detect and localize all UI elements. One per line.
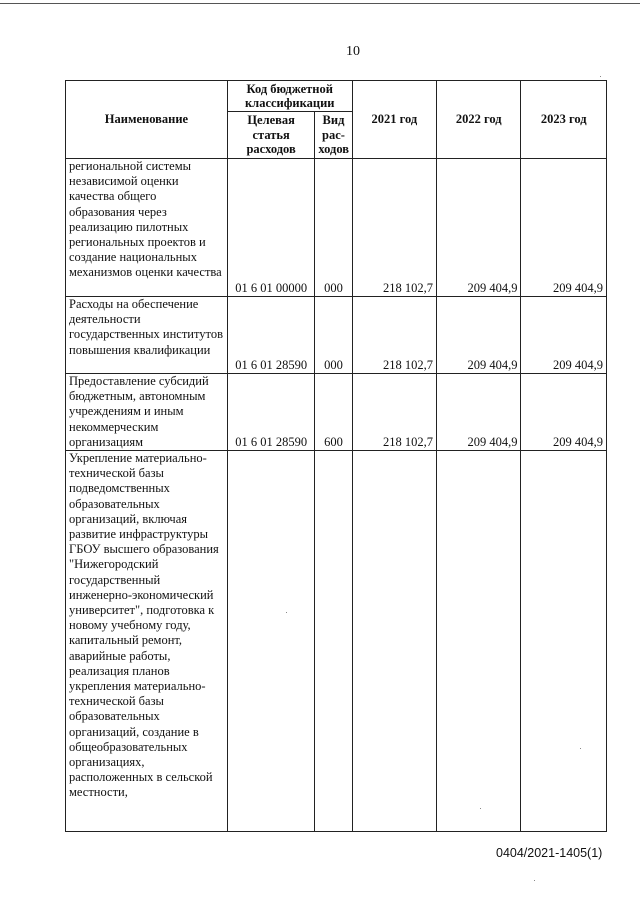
table-row bbox=[66, 159, 607, 297]
table-row bbox=[66, 451, 607, 832]
row-target-article: 01 6 01 28590 bbox=[227, 374, 314, 451]
row-value-2021: 218 102,7 bbox=[352, 159, 436, 297]
row-name: Предоставление субсидий бюджетным, автономным учреждениям и иным некоммерческим организациям bbox=[66, 374, 228, 451]
row-value-2021 bbox=[352, 451, 436, 832]
page-number: 10 bbox=[346, 44, 360, 59]
scan-speck bbox=[286, 612, 287, 613]
top-scan-rule bbox=[0, 3, 640, 4]
header-name: Наименование bbox=[66, 81, 228, 159]
row-expense-kind: 600 bbox=[315, 374, 352, 451]
row-value-2022: 209 404,9 bbox=[437, 297, 521, 374]
header-budget-code-group: Код бюджетной классификации bbox=[227, 81, 352, 112]
header-year-2023: 2023 год bbox=[521, 81, 607, 159]
row-name: Расходы на обеспечение деятельности государственных институтов повышения квалификации bbox=[66, 297, 228, 374]
header-row-top bbox=[66, 81, 607, 112]
header-year-2022: 2022 год bbox=[437, 81, 521, 159]
row-value-2021: 218 102,7 bbox=[352, 374, 436, 451]
header-expense-kind: Вид рас-ходов bbox=[315, 112, 352, 159]
row-name: региональной системы независимой оценки качества общего образования через реализацию пилотных региональных проектов и создание национальных механизмов оценки качества bbox=[66, 159, 228, 297]
row-target-article: 01 6 01 00000 bbox=[227, 159, 314, 297]
row-value-2023: 209 404,9 bbox=[521, 159, 607, 297]
budget-table bbox=[65, 80, 607, 832]
row-value-2023: 209 404,9 bbox=[521, 374, 607, 451]
row-target-article bbox=[227, 451, 314, 832]
header-year-2021: 2021 год bbox=[352, 81, 436, 159]
header-target-article: Целевая статья расходов bbox=[227, 112, 314, 159]
row-value-2023: 209 404,9 bbox=[521, 297, 607, 374]
table-row bbox=[66, 297, 607, 374]
row-value-2023 bbox=[521, 451, 607, 832]
row-value-2022 bbox=[437, 451, 521, 832]
scan-speck bbox=[534, 880, 535, 881]
scan-speck bbox=[480, 808, 481, 809]
scan-speck bbox=[600, 76, 601, 77]
row-expense-kind bbox=[315, 451, 352, 832]
row-value-2021: 218 102,7 bbox=[352, 297, 436, 374]
table-row bbox=[66, 374, 607, 451]
row-value-2022: 209 404,9 bbox=[437, 374, 521, 451]
row-name: Укрепление материально-технической базы подведомственных образовательных организаций, включая развитие инфраструктуры ГБОУ высшего образования "Нижегородский государственный инженерно-экономический университет", подготовка к новому учебному году, капитальный ремонт, аварийные работы, реализация планов укрепления материально-технической базы образовательных организаций, создание в общеобразовательных организациях, расположенных в сельской местности, bbox=[66, 451, 228, 832]
row-expense-kind: 000 bbox=[315, 159, 352, 297]
row-target-article: 01 6 01 28590 bbox=[227, 297, 314, 374]
scan-speck bbox=[580, 748, 581, 749]
document-code: 0404/2021-1405(1) bbox=[496, 846, 603, 860]
row-value-2022: 209 404,9 bbox=[437, 159, 521, 297]
row-expense-kind: 000 bbox=[315, 297, 352, 374]
